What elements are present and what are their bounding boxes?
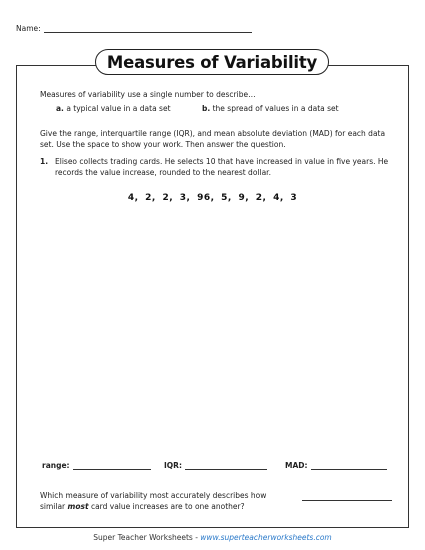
range-field [42, 461, 151, 470]
name-row [16, 24, 252, 33]
option-b [202, 104, 339, 115]
option-b-text: the spread of values in a data set [212, 104, 339, 113]
name-input-line[interactable] [44, 24, 252, 33]
footer [0, 533, 425, 542]
option-b-letter: b. [202, 104, 211, 113]
option-a-letter: a. [56, 104, 64, 113]
mad-answer-line[interactable] [311, 461, 387, 470]
iqr-answer-line[interactable] [185, 461, 267, 470]
range-label: range: [42, 461, 70, 470]
question-number: 1. [40, 157, 49, 166]
final-question-before: Which measure of variability most accurately describes how similar [40, 491, 267, 511]
name-label: Name: [16, 24, 41, 33]
final-question [40, 491, 290, 512]
mad-label: MAD: [285, 461, 308, 470]
footer-brand: Super Teacher Worksheets - [93, 533, 201, 542]
iqr-label: IQR: [164, 461, 182, 470]
range-answer-line[interactable] [73, 461, 151, 470]
final-question-emphasis: most [67, 501, 89, 511]
option-a-text: a typical value in a data set [66, 104, 171, 113]
question-text: Eliseo collects trading cards. He selects 10 that have increased in value in five years. He records the value increase, rounded to the nearest dollar. [55, 157, 389, 177]
option-a [56, 104, 171, 115]
final-question-after: card value increases are to one another? [88, 501, 245, 511]
iqr-field [164, 461, 267, 470]
data-set: 4, 2, 2, 3, 96, 5, 9, 2, 4, 3 [127, 193, 298, 203]
page-title: Measures of Variability [95, 49, 329, 75]
footer-url[interactable]: www.superteacherworksheets.com [200, 533, 332, 542]
instructions: Give the range, interquartile range (IQR), and mean absolute deviation (MAD) for each data set. Use the space to show your work. Then answer the question. [40, 129, 386, 149]
intro-text: Measures of variability use a single number to describe… [40, 90, 256, 99]
mad-field [285, 461, 387, 470]
final-answer-line[interactable] [302, 500, 392, 501]
